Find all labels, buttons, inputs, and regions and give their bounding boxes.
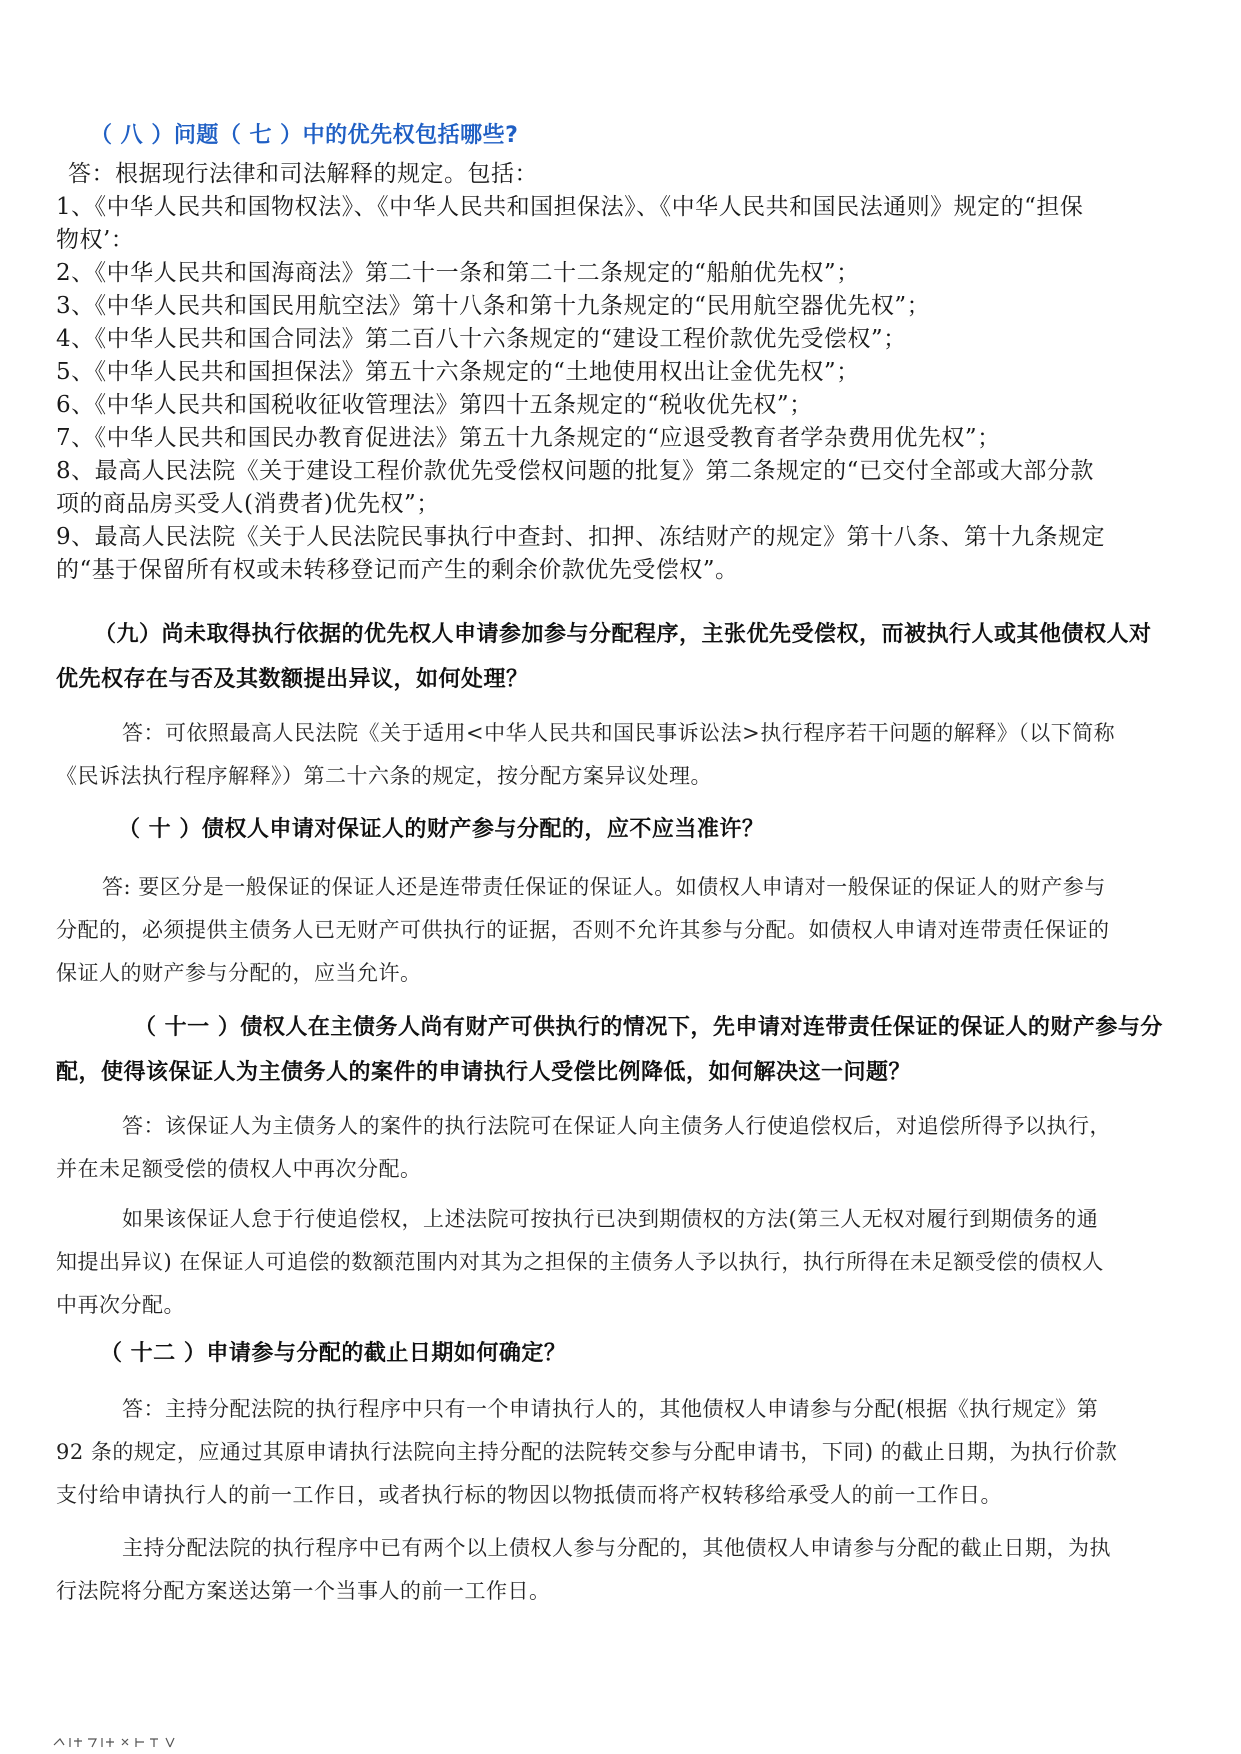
cropped-text-fragment (52, 1735, 202, 1749)
section-8-body (56, 158, 1178, 587)
list-item: 3、《中华人民共和国民用航空法》第十八条和第十九条规定的“民用航空器优先权”； (56, 293, 931, 319)
section-10-answer (56, 866, 1178, 995)
answer-line: 答：根据现行法律和司法解释的规定。包括： (68, 161, 538, 187)
answer-line: 答: 要区分是一般保证的保证人还是连带责任保证的保证人。如债权人申请对一般保证的保证人的财产参与 (102, 875, 1106, 899)
answer-line: 92 条的规定，应通过其原申请执行法院向主持分配的法院转交参与分配申请书，下同) 的截止日期，为执行价款 (56, 1440, 1118, 1464)
heading-line: 优先权存在与否及其数额提出异议，如何处理？ (56, 667, 529, 692)
answer-line: 并在未足额受偿的债权人中再次分配。 (56, 1157, 422, 1181)
section-10-heading: （ 十 ）债权人申请对保证人的财产参与分配的，应不应当准许？ (118, 817, 765, 842)
answer-line: 中再次分配。 (56, 1293, 185, 1317)
answer-line: 支付给申请执行人的前一工作日，或者执行标的物因以物抵债而将产权转移给承受人的前一工作日。 (56, 1483, 1002, 1507)
section-12-answer-1 (56, 1388, 1178, 1517)
answer-line: 如果该保证人怠于行使追偿权，上述法院可按执行已决到期债权的方法(第三人无权对履行到期债务的通 (122, 1207, 1099, 1231)
list-item: 9、最高人民法院《关于人民法院民事执行中查封、扣押、冻结财产的规定》第十八条、第十九条规定 (56, 524, 1106, 550)
list-item: 7、《中华人民共和国民办教育促进法》第五十九条规定的“应退受教育者学杂费用优先权”； (56, 425, 1001, 451)
answer-line: 行法院将分配方案送达第一个当事人的前一工作日。 (56, 1579, 551, 1603)
section-11-answer-2 (56, 1198, 1178, 1327)
list-item: 1、《中华人民共和国物权法》、《中华人民共和国担保法》、《中华人民共和国民法通则》规定的“担保 (56, 194, 1084, 220)
answer-line: 答：可依照最高人民法院《关于适用<中华人民共和国民事诉讼法>执行程序若干问题的解释》（以下简称 (122, 721, 1116, 745)
answer-line: 《民诉法执行程序解释》）第二十六条的规定，按分配方案异议处理。 (56, 764, 712, 788)
answer-line: 知提出异议) 在保证人可追偿的数额范围内对其为之担保的主债务人予以执行，执行所得在未足额受偿的债权人 (56, 1250, 1104, 1274)
section-11-heading (56, 1005, 1178, 1095)
list-item: 5、《中华人民共和国担保法》第五十六条规定的“土地使用权出让金优先权”； (56, 359, 860, 385)
heading-line: （ 十一 ）债权人在主债务人尚有财产可供执行的情况下，先申请对连带责任保证的保证人的财产参与分 (134, 1015, 1163, 1040)
section-9-answer (56, 712, 1178, 798)
heading-line: 配，使得该保证人为主债务人的案件的申请执行人受偿比例降低，如何解决这一问题？ (56, 1060, 912, 1085)
list-item: 的“基于保留所有权或未转移登记而产生的剩余价款优先受偿权”。 (56, 557, 739, 583)
section-12-answer-2 (56, 1527, 1178, 1613)
list-item: 2、《中华人民共和国海商法》第二十一条和第二十二条规定的“船舶优先权”； (56, 260, 860, 286)
answer-line: 答：该保证人为主债务人的案件的执行法院可在保证人向主债务人行使追偿权后，对追偿所得予以执行， (122, 1114, 1111, 1138)
answer-line: 主持分配法院的执行程序中已有两个以上债权人参与分配的，其他债权人申请参与分配的截止日期，为执 (122, 1536, 1111, 1560)
answer-line: 保证人的财产参与分配的，应当允许。 (56, 961, 422, 985)
section-8-heading: （ 八 ）问题（ 七 ）中的优先权包括哪些? (90, 123, 519, 148)
list-item: 项的商品房买受人(消费者)优先权”； (56, 491, 440, 517)
list-item: 物权’： (56, 227, 135, 253)
section-11-answer-1 (56, 1105, 1178, 1191)
list-item: 4、《中华人民共和国合同法》第二百八十六条规定的“建设工程价款优先受偿权”； (56, 326, 907, 352)
list-item: 6、《中华人民共和国税收征收管理法》第四十五条规定的“税收优先权”； (56, 392, 813, 418)
section-9-heading (56, 612, 1178, 702)
list-item: 8、最高人民法院《关于建设工程价款优先受偿权问题的批复》第二条规定的“已交付全部或大部分款 (56, 458, 1094, 484)
answer-line: 分配的，必须提供主债务人已无财产可供执行的证据，否则不允许其参与分配。如债权人申请对连带责任保证的 (56, 918, 1110, 942)
heading-line: （九）尚未取得执行依据的优先权人申请参加参与分配程序，主张优先受偿权，而被执行人或其他债权人对 (94, 622, 1152, 647)
answer-line: 答：主持分配法院的执行程序中只有一个申请执行人的，其他债权人申请参与分配(根据《执行规定》第 (122, 1397, 1099, 1421)
section-12-heading: （ 十二 ）申请参与分配的截止日期如何确定？ (100, 1341, 567, 1366)
